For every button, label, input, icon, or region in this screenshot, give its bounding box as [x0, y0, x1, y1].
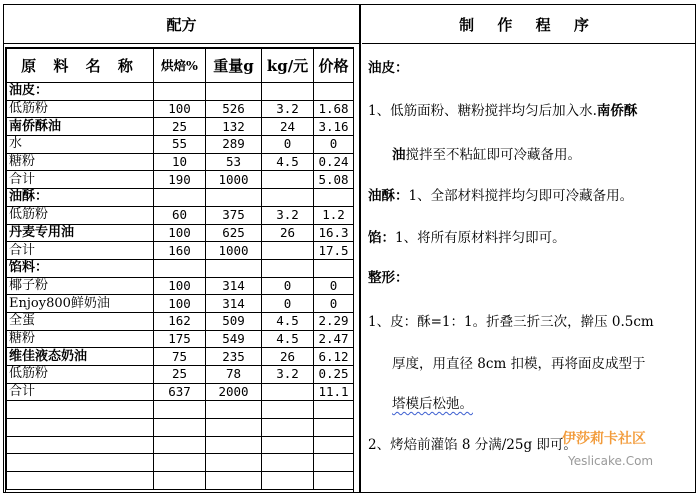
ingredient-name: 油酥： [7, 189, 154, 207]
cost-cell: 0.24 [314, 153, 354, 171]
weight-cell: 509 [206, 312, 262, 330]
cost-cell: 2.29 [314, 312, 354, 330]
table-row [7, 118, 354, 136]
ingredient-name [7, 401, 154, 419]
weight-cell [206, 401, 262, 419]
bakers-percent-cell: 10 [154, 153, 206, 171]
watermark-logo: 伊莎莉卡社区 [562, 431, 646, 447]
table-row [7, 83, 354, 101]
ingredient-name: 低筋粉 [7, 366, 154, 384]
ingredient-name: 椰子粉 [7, 277, 154, 295]
procedure-header: 制 作 程 序 [459, 15, 598, 34]
price-per-kg-cell [262, 171, 314, 189]
cost-cell [314, 454, 354, 472]
shaping-step-1-end: 塔模后松弛。 [392, 396, 473, 412]
bakers-percent-cell [154, 259, 206, 277]
weight-cell: 314 [206, 295, 262, 313]
bakers-percent-cell [154, 189, 206, 207]
weight-cell: 375 [206, 206, 262, 224]
cost-cell: 16.3 [314, 224, 354, 242]
column-header: 原 料 名 称 [7, 49, 154, 83]
price-per-kg-cell: 3.2 [262, 100, 314, 118]
ingredient-name: 馅料： [7, 259, 154, 277]
cost-cell: 0 [314, 277, 354, 295]
skin-step-1-brand: 南侨酥 [596, 103, 638, 119]
ingredient-name: 南侨酥油 [7, 118, 154, 136]
weight-cell [206, 472, 262, 490]
skin-title: 油皮： [368, 60, 409, 76]
table-row [7, 312, 354, 330]
weight-cell: 2000 [206, 383, 262, 401]
weight-cell [206, 189, 262, 207]
cost-cell: 2.47 [314, 330, 354, 348]
price-per-kg-cell [262, 419, 314, 437]
price-per-kg-cell [262, 472, 314, 490]
bakers-percent-cell: 160 [154, 242, 206, 260]
cost-cell [314, 189, 354, 207]
bakers-percent-cell: 25 [154, 118, 206, 136]
bakers-percent-cell [154, 454, 206, 472]
table-row [7, 189, 354, 207]
bakers-percent-cell: 100 [154, 100, 206, 118]
price-per-kg-cell: 26 [262, 348, 314, 366]
weight-cell: 1000 [206, 171, 262, 189]
cost-cell: 17.5 [314, 242, 354, 260]
weight-cell [206, 259, 262, 277]
table-row [7, 472, 354, 490]
weight-cell [206, 436, 262, 454]
price-per-kg-cell [262, 259, 314, 277]
column-header: 价格 [314, 49, 354, 83]
skin-step-1-brand-end: 油 [392, 147, 406, 163]
price-per-kg-cell: 26 [262, 224, 314, 242]
table-row [7, 366, 354, 384]
bakers-percent-cell: 60 [154, 206, 206, 224]
bakers-percent-cell: 100 [154, 295, 206, 313]
weight-cell: 1000 [206, 242, 262, 260]
weight-cell: 132 [206, 118, 262, 136]
bakers-percent-cell: 162 [154, 312, 206, 330]
weight-cell: 235 [206, 348, 262, 366]
skin-step-1-cont [392, 143, 581, 163]
cost-cell: 0.25 [314, 366, 354, 384]
skin-step-1 [368, 99, 637, 119]
price-per-kg-cell: 24 [262, 118, 314, 136]
ingredient-name: 低筋粉 [7, 100, 154, 118]
price-per-kg-cell [262, 454, 314, 472]
cost-cell: 1.2 [314, 206, 354, 224]
recipe-header: 配方 [166, 15, 197, 34]
price-per-kg-cell [262, 189, 314, 207]
bakers-percent-cell: 55 [154, 136, 206, 154]
weight-cell: 289 [206, 136, 262, 154]
table-row [7, 153, 354, 171]
table-row [7, 330, 354, 348]
cost-cell: 5.08 [314, 171, 354, 189]
table-row [7, 436, 354, 454]
table-row [7, 224, 354, 242]
shaping-step-1: 1、皮：酥=1：1。折叠三折三次，擀压 0.5cm [368, 314, 654, 330]
price-per-kg-cell [262, 436, 314, 454]
cost-cell [314, 83, 354, 101]
price-per-kg-cell: 3.2 [262, 366, 314, 384]
bakers-percent-cell: 190 [154, 171, 206, 189]
filling-line [368, 226, 566, 246]
watermark-url: Yeslicake.Com [568, 454, 654, 468]
ingredient-name [7, 472, 154, 490]
cost-cell: 3.16 [314, 118, 354, 136]
ingredient-name: 油皮： [7, 83, 154, 101]
bakers-percent-cell: 637 [154, 383, 206, 401]
shaping-step-2: 2、烤焙前灌馅 8 分满/25g 即可。 [368, 437, 577, 453]
table-row [7, 136, 354, 154]
weight-cell: 625 [206, 224, 262, 242]
bakers-percent-cell [154, 472, 206, 490]
ingredient-name: 合计 [7, 242, 154, 260]
skin-step-1-text: 1、低筋面粉、糖粉搅拌均匀后加入水. [368, 103, 597, 119]
ingredient-name: 全蛋 [7, 312, 154, 330]
ingredient-name: 丹麦专用油 [7, 224, 154, 242]
weight-cell: 78 [206, 366, 262, 384]
cost-cell: 0 [314, 136, 354, 154]
price-per-kg-cell: 4.5 [262, 153, 314, 171]
weight-cell [206, 419, 262, 437]
price-per-kg-cell: 0 [262, 295, 314, 313]
table-row [7, 383, 354, 401]
shaping-step-1-cont: 厚度，用直径 8cm 扣模，再将面皮成型于 [392, 356, 646, 372]
ingredient-name: 合计 [7, 171, 154, 189]
weight-cell: 314 [206, 277, 262, 295]
ingredient-name [7, 436, 154, 454]
bakers-percent-cell [154, 401, 206, 419]
table-row [7, 295, 354, 313]
table-row [7, 171, 354, 189]
column-header: kg/元 [262, 49, 314, 83]
crisp-title: 油酥： [368, 188, 409, 204]
ingredient-name [7, 454, 154, 472]
crisp-text: 1、全部材料搅拌均匀即可冷藏备用。 [408, 188, 634, 204]
table-row [7, 242, 354, 260]
table-header-row [7, 49, 354, 83]
table-row [7, 348, 354, 366]
bakers-percent-cell: 100 [154, 277, 206, 295]
bakers-percent-cell: 25 [154, 366, 206, 384]
bakers-percent-cell [154, 436, 206, 454]
ingredient-name: 糖粉 [7, 330, 154, 348]
ingredient-name: 维佳液态奶油 [7, 348, 154, 366]
weight-cell: 53 [206, 153, 262, 171]
weight-cell: 526 [206, 100, 262, 118]
right-frame [361, 4, 696, 493]
price-per-kg-cell: 3.2 [262, 206, 314, 224]
header-divider-left [4, 43, 359, 44]
column-header: 烘焙% [154, 49, 206, 83]
cost-cell [314, 401, 354, 419]
price-per-kg-cell: 0 [262, 277, 314, 295]
ingredient-name: 低筋粉 [7, 206, 154, 224]
cost-cell [314, 419, 354, 437]
cost-cell: 0 [314, 295, 354, 313]
table-row [7, 401, 354, 419]
bakers-percent-cell [154, 419, 206, 437]
cost-cell: 11.1 [314, 383, 354, 401]
ingredient-name: 合计 [7, 383, 154, 401]
cost-cell: 6.12 [314, 348, 354, 366]
bakers-percent-cell: 175 [154, 330, 206, 348]
table-row [7, 454, 354, 472]
ingredient-name: 糖粉 [7, 153, 154, 171]
table-row [7, 259, 354, 277]
bakers-percent-cell: 75 [154, 348, 206, 366]
table-row [7, 277, 354, 295]
weight-cell: 549 [206, 330, 262, 348]
price-per-kg-cell [262, 383, 314, 401]
bakers-percent-cell [154, 83, 206, 101]
price-per-kg-cell [262, 401, 314, 419]
crisp-line [368, 184, 633, 204]
cost-cell [314, 436, 354, 454]
table-row [7, 206, 354, 224]
price-per-kg-cell: 4.5 [262, 312, 314, 330]
table-row [7, 100, 354, 118]
table-row [7, 419, 354, 437]
ingredient-name: Enjoy800鲜奶油 [7, 295, 154, 313]
weight-cell [206, 454, 262, 472]
cost-cell [314, 259, 354, 277]
column-header: 重量g [206, 49, 262, 83]
filling-text: 1、将所有原材料拌匀即可。 [395, 230, 566, 246]
filling-title: 馅： [368, 230, 395, 246]
ingredient-name [7, 419, 154, 437]
price-per-kg-cell: 0 [262, 136, 314, 154]
shaping-title: 整形： [368, 270, 409, 286]
header-divider-right [362, 43, 696, 44]
skin-step-1-text-end: 搅拌至不粘缸即可冷藏备用。 [405, 147, 581, 163]
recipe-table [6, 48, 354, 490]
weight-cell [206, 83, 262, 101]
cost-cell: 1.68 [314, 100, 354, 118]
bakers-percent-cell: 100 [154, 224, 206, 242]
ingredient-name: 水 [7, 136, 154, 154]
price-per-kg-cell [262, 83, 314, 101]
price-per-kg-cell: 4.5 [262, 330, 314, 348]
cost-cell [314, 472, 354, 490]
price-per-kg-cell [262, 242, 314, 260]
